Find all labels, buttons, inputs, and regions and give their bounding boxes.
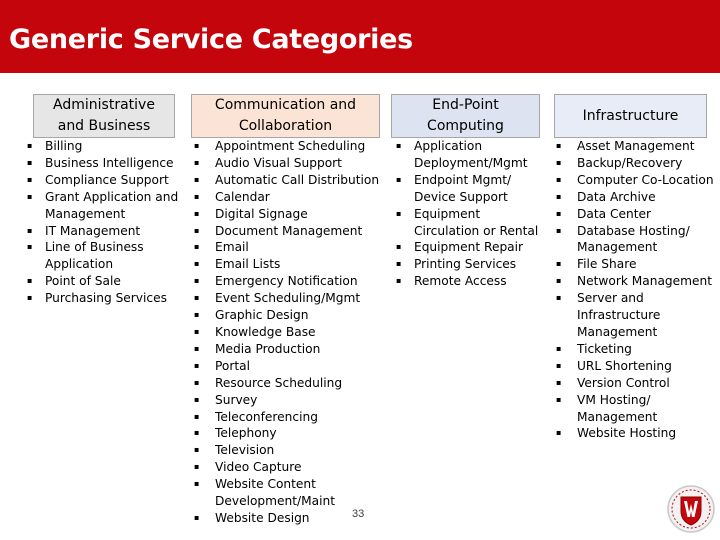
list-item [577,392,714,426]
list-item [215,138,379,155]
list-item-text: ▪ VM Hosting/ [577,392,651,407]
list-item-text: ▪ Digital Signage [215,206,308,221]
list-item-text: Management [577,240,658,255]
list-item [577,290,714,341]
list-item [215,223,379,240]
list-item-text: ▪ Email Lists [215,257,281,272]
list-item [414,239,538,256]
list-item [577,206,714,223]
list-item-text: Deployment/Mgmt [414,155,528,170]
list-item [577,155,714,172]
list-communication-and-collaboration [215,138,379,527]
list-item-text: ▪ Compliance Support [45,172,169,187]
list-item-text: Management [577,324,658,339]
list-item [577,341,714,358]
list-item-text: ▪ Website Hosting [577,426,677,441]
list-item [577,138,714,155]
list-item-text: ▪ Event Scheduling/Mgmt [215,291,361,306]
list-item [45,290,178,307]
header-line: and Business [57,118,151,134]
list-item-text: Application [45,257,114,272]
list-item [215,459,379,476]
list-item-text: ▪ Remote Access [414,274,507,289]
list-item-text: ▪ Version Control [577,375,670,390]
list-item-text: ▪ Graphic Design [215,308,309,323]
list-item [45,189,178,223]
list-item [215,476,379,510]
list-item [215,155,379,172]
list-item [215,189,379,206]
list-item-text: ▪ Email [215,240,249,255]
list-item [45,223,178,240]
list-item-text: ▪ Survey [215,392,258,407]
list-item-text: ▪ Data Center [577,206,651,221]
list-item-text: Management [577,409,658,424]
list-item-text: ▪ Resource Scheduling [215,375,343,390]
list-item-text: Infrastructure [577,308,661,323]
list-item-text: ▪ File Share [577,257,637,272]
list-item [45,239,178,273]
list-item-text: Circulation or Rental [414,223,539,238]
list-item [215,172,379,189]
list-item [45,138,178,155]
list-item-text: ▪ Audio Visual Support [215,155,342,170]
list-item [215,239,379,256]
list-item [45,155,178,172]
list-item-text: ▪ Website Content [215,477,316,492]
page-number: 33 [352,508,365,520]
list-item-text: ▪ Ticketing [577,341,632,356]
list-item [414,206,538,240]
list-item [215,392,379,409]
list-item-text: ▪ Server and [577,291,644,306]
list-item [577,172,714,189]
list-item-text: ▪ Computer Co-Location [577,172,714,187]
header-administrative-and-business [33,94,175,138]
list-item-text: ▪ Purchasing Services [45,291,167,306]
header-line: Communication and [214,97,357,113]
list-item [215,425,379,442]
list-item-text: ▪ Point of Sale [45,274,121,289]
list-item-text: ▪ Database Hosting/ [577,223,690,238]
list-item [577,425,714,442]
list-item [577,375,714,392]
list-item [45,273,178,290]
list-item-text: ▪ Equipment Repair [414,240,524,255]
list-item-text: ▪ Asset Management [577,139,695,153]
list-item [414,172,538,206]
list-item [215,341,379,358]
list-item-text: ▪ Document Management [215,223,363,238]
list-item-text: ▪ Telephony [215,426,277,441]
list-item-text: ▪ Grant Application and [45,189,179,204]
list-item-text: ▪ Video Capture [215,460,302,475]
list-item [577,256,714,273]
slide-title: Generic Service Categories [9,24,413,55]
list-item [577,358,714,375]
header-line: End-Point [432,97,499,113]
list-item-text: ▪ Emergency Notification [215,274,358,289]
list-item [414,138,538,172]
list-item-text: Management [45,206,126,221]
list-item-text: ▪ Media Production [215,341,321,356]
list-item-text: ▪ Application [414,139,483,153]
list-item [414,273,538,290]
list-item-text: Development/Maint [215,494,336,509]
list-item-text: ▪ URL Shortening [577,358,672,373]
header-end-point-computing [391,94,540,138]
list-item [215,375,379,392]
list-infrastructure [577,138,714,442]
list-item-text: ▪ IT Management [45,223,141,238]
list-item-text: ▪ Printing Services [414,257,517,272]
list-item-text: ▪ Data Archive [577,189,656,204]
list-item [577,273,714,290]
list-item-text: ▪ Calendar [215,189,270,204]
list-item-text: ▪ Automatic Call Distribution [215,172,380,187]
list-administrative-and-business [45,138,178,307]
list-item-text: ▪ Portal [215,358,251,373]
list-item-text: ▪ Billing [45,139,83,153]
list-item [215,290,379,307]
header-line: Computing [427,118,504,134]
list-item [577,223,714,257]
list-item-text: ▪ Equipment [414,206,481,221]
list-item [215,442,379,459]
header-line: Administrative [53,97,155,113]
list-end-point-computing [414,138,538,290]
list-item [215,307,379,324]
header-infrastructure [554,94,707,138]
header-communication-and-collaboration [191,94,380,138]
list-item-text: ▪ Endpoint Mgmt/ [414,172,512,187]
list-item [215,206,379,223]
title-bar [0,0,720,73]
list-item [414,256,538,273]
list-item-text: ▪ Television [215,443,275,458]
list-item [215,273,379,290]
list-item [45,172,178,189]
list-item-text: ▪ Network Management [577,274,713,289]
header-line: Infrastructure [582,107,679,124]
list-item [215,409,379,426]
list-item-text: ▪ Business Intelligence [45,155,174,170]
list-item-text: ▪ Knowledge Base [215,324,316,339]
list-item-text: ▪ Backup/Recovery [577,155,683,170]
list-item [215,358,379,375]
list-item-text: Device Support [414,189,508,204]
list-item-text: ▪ Website Design [215,510,310,525]
list-item [577,189,714,206]
list-item-text: ▪ Appointment Scheduling [215,139,366,153]
list-item [215,324,379,341]
list-item [215,256,379,273]
university-crest-icon [666,484,716,534]
header-line: Collaboration [238,118,333,134]
list-item-text: ▪ Teleconferencing [215,409,318,424]
list-item-text: ▪ Line of Business [45,240,144,255]
